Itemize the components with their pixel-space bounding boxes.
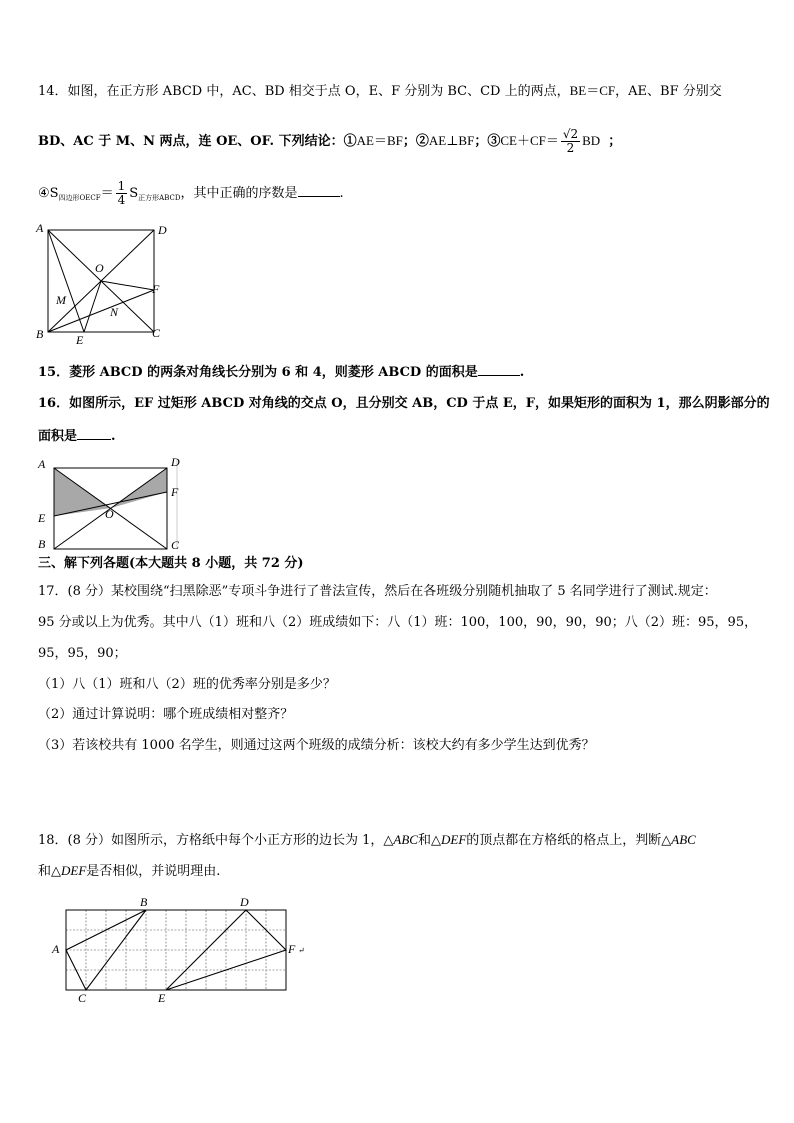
q14-line2: BD、AC 于 M、N 两点，连 OE、OF. 下列结论：①AE＝BF；②AE⊥BF；③CE＋CF＝ $\frac{√2}{2}$ BD ； (38, 127, 622, 155)
q16-line1: 16．如图所示，EF 过矩形 ABCD 对角线的交点 O，且分别交 AB，CD 于点 E，F，如果矩形的面积为 1，那么阴影部分的 (38, 396, 770, 411)
label-e: E (76, 333, 84, 346)
label-n: N (110, 305, 119, 319)
q14-line3: $④S_{四边形OECF}=$ $\frac{1}{4}$ $S_{正方形ABCD}$，其中正确的序数是 . (38, 179, 344, 207)
q17-sub1: （1）八（1）班和八（2）班的优秀率分别是多少？ (38, 677, 336, 692)
label-o: O (105, 507, 114, 521)
q16-rectangle-figure (34, 454, 194, 554)
q17-line1: 17．(8 分）某校围绕“扫黑除恶”专项斗争进行了普法宣传，然后在各班级分别随机抽取了 5 名同学进行了测试.规定： (38, 584, 717, 599)
answer-blank-15[interactable] (478, 363, 520, 376)
frac-one-quarter: $\frac{1}{4}$ (117, 179, 126, 207)
q17-sub2: （2）通过计算说明：哪个班成绩相对整齐？ (38, 707, 294, 722)
grid-lines (66, 910, 286, 990)
label-e: E (158, 991, 166, 1005)
label-c: C (171, 538, 180, 552)
q17-line3: 95，95，90； (38, 646, 127, 661)
label-f: F (152, 282, 160, 296)
label-o: O (95, 261, 104, 275)
label-f: F (171, 485, 179, 499)
label-b: B (140, 895, 148, 909)
q18-grid-figure (48, 892, 318, 1006)
label-a: A (36, 221, 44, 235)
label-b: B (36, 327, 44, 341)
frac-sqrt2-over-2: $\frac{√2}{2}$ (562, 127, 579, 155)
q14-condition: BE＝CF (569, 83, 616, 98)
q18-line2: 和△DEF是否相似，并说明理由. (38, 863, 221, 879)
label-c: C (78, 991, 87, 1005)
segment-ae (48, 230, 84, 332)
label-d: D (240, 895, 249, 909)
answer-blank-14[interactable] (298, 184, 340, 197)
label-d: D (158, 223, 167, 237)
q18-line1: 18．(8 分）如图所示，方格纸中每个小正方形的边长为 1，△ABC和△DEF的顶点都在方格纸的格点上，判断△ABC (38, 832, 696, 848)
q14-square-figure (34, 220, 174, 346)
shaded-triangle-left (54, 468, 111, 516)
label-b: B (38, 537, 46, 551)
label-d: D (171, 455, 180, 469)
q17-sub3: （3）若该校共有 1000 名学生，则通过这两个班级的成绩分析：该校大约有多少学生达到优秀？ (38, 738, 595, 753)
section-3-heading: 三、解下列各题(本大题共 8 小题，共 72 分) (38, 556, 304, 571)
label-e: E (38, 511, 46, 525)
q14-line1: 14．如图，在正方形 ABCD 中，AC、BD 相交于点 O，E、F 分别为 BC、CD 上的两点，BE＝CF，AE、BF 分别交 (38, 83, 722, 99)
q16-line2: 面积是 . (38, 429, 116, 444)
label-c: C (152, 326, 161, 340)
q17-line2: 95 分或以上为优秀。其中八（1）班和八（2）班成绩如下：八（1）班：100，100，90，90，90；八（2）班：95，95， (38, 615, 758, 630)
paragraph-mark: ↵ (298, 946, 305, 955)
q15-line: 15．菱形 ABCD 的两条对角线长分别为 6 和 4，则菱形 ABCD 的面积是 . (38, 365, 525, 380)
label-f: F (288, 942, 296, 956)
label-a: A (38, 457, 46, 471)
label-m: M (56, 293, 66, 307)
label-a: A (52, 942, 60, 956)
answer-blank-16[interactable] (77, 427, 111, 440)
